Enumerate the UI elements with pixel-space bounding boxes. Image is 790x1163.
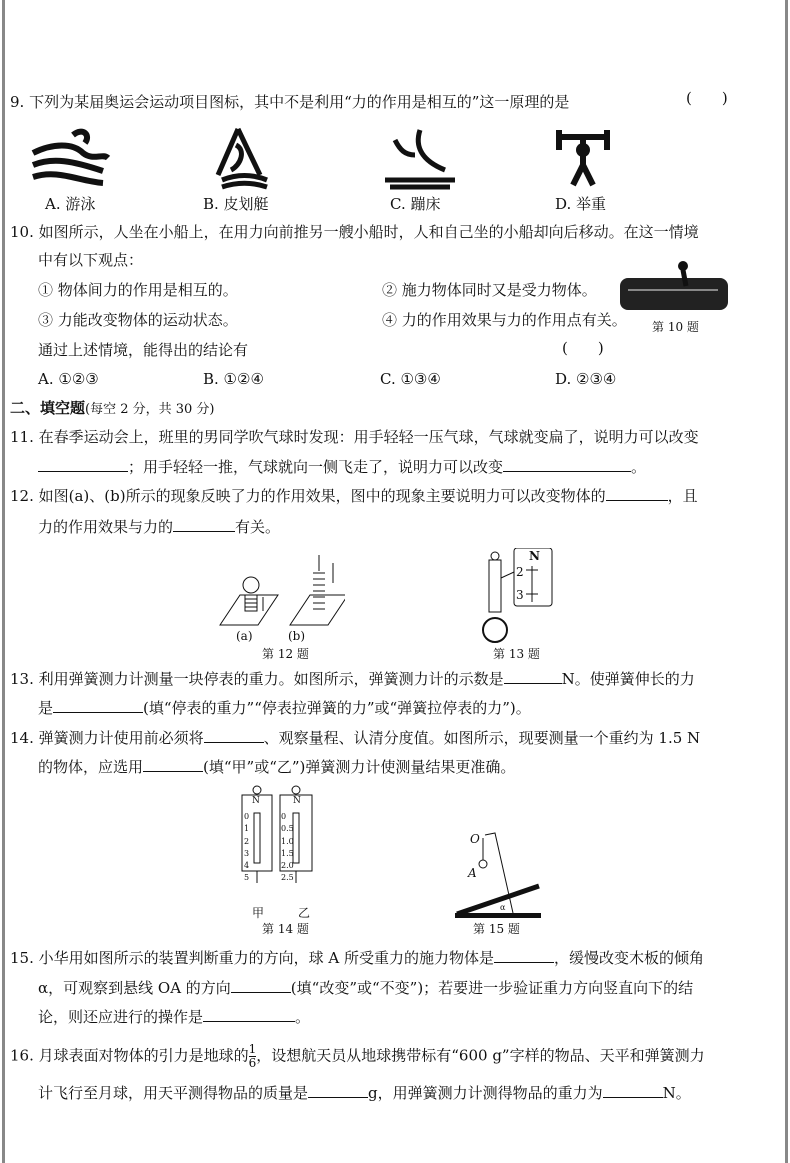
swimming-icon bbox=[28, 125, 118, 190]
yi-tick: 1.5 bbox=[281, 848, 294, 858]
q14-line2-text: 的物体，应选用 bbox=[38, 758, 144, 776]
jia-tick: 1 bbox=[244, 824, 250, 834]
q16-line2-text: 计飞行至月球，用天平测得物品的质量是 bbox=[38, 1084, 309, 1102]
section-note: (每空 2 分，共 30 分) bbox=[85, 402, 215, 417]
fig-15-label-o: O bbox=[470, 832, 480, 846]
q15-line3-end: 。 bbox=[295, 1008, 311, 1026]
q15-line1-end: ，缓慢改变木板的倾角 bbox=[554, 949, 705, 967]
jia-tick: 4 bbox=[244, 861, 250, 871]
q12-line2 bbox=[38, 517, 280, 537]
q15-line1-text: 15. 小华用如图所示的装置判断重力的方向，球 A 所受重力的施力物体是 bbox=[10, 949, 494, 967]
q10-caption: 第 10 题 bbox=[652, 320, 699, 334]
q14-blank-1[interactable] bbox=[204, 728, 264, 743]
q14-line1-text: 14. 弹簧测力计使用前必须将 bbox=[10, 729, 204, 747]
q12-caption: 第 12 题 bbox=[262, 647, 309, 661]
q11-line2-text: ；用手轻轻一推，气球就向一侧飞走了，说明力可以改变 bbox=[128, 458, 504, 476]
q9-text: 9. 下列为某届奥运会运动项目图标，其中不是利用“力的作用是相互的”这一原理的是 bbox=[10, 93, 570, 111]
q13-blank-1[interactable] bbox=[504, 669, 562, 684]
q10-ask: 通过上述情境，能得出的结论有 bbox=[38, 341, 249, 359]
weightlifting-icon bbox=[553, 125, 613, 193]
q15-line3 bbox=[38, 1007, 310, 1027]
q16-line1-text: 16. 月球表面对物体的引力是地球的 bbox=[10, 1046, 249, 1065]
q10-answer-paren: ( ) bbox=[562, 339, 604, 357]
fraction-denominator: 6 bbox=[248, 1056, 257, 1070]
q14-blank-2[interactable] bbox=[143, 757, 203, 772]
q11-line1: 11. 在春季运动会上，班里的男同学吹气球时发现：用手轻轻一压气球，气球就变扁了，说明力可以改变 bbox=[10, 428, 699, 446]
q12-blank-2[interactable] bbox=[173, 517, 235, 532]
canoe-icon bbox=[210, 125, 270, 193]
page-border-right bbox=[785, 0, 788, 1163]
q13-line2-text: 是 bbox=[38, 699, 54, 717]
fig-15-label-alpha: α bbox=[500, 903, 506, 912]
q15-blank-1[interactable] bbox=[494, 948, 554, 963]
q10-option-d: D. ②③④ bbox=[555, 370, 617, 388]
q15-line3-text: 论，则还应进行的操作是 bbox=[38, 1008, 204, 1026]
q13-line1-end: N。使弹簧伸长的力 bbox=[561, 670, 695, 688]
q14-caption: 第 14 题 bbox=[262, 922, 309, 936]
jia-tick: 3 bbox=[244, 848, 250, 858]
fig-13-unit: N bbox=[529, 549, 540, 563]
q16-line1-end: ，设想航天员从地球携带标有“600 g”字样的物品、天平和弹簧测力 bbox=[256, 1046, 705, 1065]
q12-line1-end: ，且 bbox=[667, 487, 698, 505]
q15-caption: 第 15 题 bbox=[473, 922, 520, 936]
q14-line2-end: (填“甲”或“乙”)弹簧测力计使测量结果更准确。 bbox=[203, 758, 516, 776]
fig-13-tick-2: 2 bbox=[516, 565, 524, 579]
fig-14-label-yi: 乙 bbox=[298, 906, 311, 920]
fig-15-label-a: A bbox=[468, 866, 477, 880]
q15-blank-3[interactable] bbox=[203, 1007, 295, 1022]
q11-blank-2[interactable] bbox=[503, 457, 631, 472]
q10-option-c: C. ①③④ bbox=[380, 370, 441, 388]
fig-14-yi-unit: N bbox=[293, 796, 301, 806]
q12-line1-text: 12. 如图(a)、(b)所示的现象反映了力的作用效果，图中的现象主要说明力可以改变物体的 bbox=[10, 487, 606, 505]
yi-tick: 1.0 bbox=[281, 836, 294, 846]
q10-viewpoint-4: ④ 力的作用效果与力的作用点有关。 bbox=[382, 311, 627, 329]
jia-tick: 5 bbox=[244, 873, 250, 883]
q12-blank-1[interactable] bbox=[606, 486, 668, 501]
q9-option-d: D. 举重 bbox=[555, 195, 607, 213]
spring-scale-stopwatch-figure bbox=[470, 548, 555, 643]
fig-14-jia-ticks bbox=[244, 811, 249, 885]
q12-line2-end: 有关。 bbox=[235, 518, 281, 536]
q13-caption: 第 13 题 bbox=[493, 647, 540, 661]
q11-period: 。 bbox=[631, 458, 647, 476]
q10-viewpoint-1: ① 物体间力的作用是相互的。 bbox=[38, 281, 238, 299]
q10-line2: 中有以下观点： bbox=[38, 251, 144, 269]
section-title: 二、填空题 bbox=[10, 399, 86, 417]
fig-14-jia-unit: N bbox=[252, 796, 260, 806]
q15-line2 bbox=[38, 978, 693, 998]
q13-blank-2[interactable] bbox=[53, 698, 143, 713]
q13-line1 bbox=[10, 669, 695, 689]
q13-line1-text: 13. 利用弹簧测力计测量一块停表的重力。如图所示，弹簧测力计的示数是 bbox=[10, 670, 504, 688]
q11-blank-1[interactable] bbox=[38, 457, 128, 472]
q13-line2-end: (填“停表的重力”“停表拉弹簧的力”或“弹簧拉停表的力”)。 bbox=[143, 699, 531, 717]
fig-12-label-a: (a) bbox=[236, 629, 253, 643]
yi-tick: 2.0 bbox=[281, 861, 294, 871]
q12-line2-text: 力的作用效果与力的 bbox=[38, 518, 174, 536]
jia-tick: 2 bbox=[244, 836, 250, 846]
fig-14-yi-ticks bbox=[281, 811, 294, 885]
q15-line2-text: α，可观察到悬线 OA 的方向 bbox=[38, 979, 231, 997]
q10-viewpoint-3: ③ 力能改变物体的运动状态。 bbox=[38, 311, 238, 329]
q10-option-b: B. ①②④ bbox=[203, 370, 264, 388]
q14-line1-end: 、观察量程、认清分度值。如图所示，现要测量一个重约为 1.5 N bbox=[263, 729, 701, 747]
q12-line1 bbox=[10, 486, 698, 506]
section-heading bbox=[10, 398, 215, 420]
q15-line1 bbox=[10, 948, 704, 968]
page-border-left bbox=[2, 0, 5, 1163]
fig-13-tick-3: 3 bbox=[516, 588, 524, 602]
q13-line2 bbox=[38, 698, 531, 718]
q10-option-a: A. ①②③ bbox=[38, 370, 99, 388]
q9-option-a: A. 游泳 bbox=[45, 195, 96, 213]
q15-line2-end: (填“改变”或“不变”)；若要进一步验证重力方向竖直向下的结 bbox=[290, 979, 694, 997]
yi-tick: 0.5 bbox=[281, 824, 294, 834]
boat-figure bbox=[618, 260, 730, 312]
yi-tick: 2.5 bbox=[281, 873, 294, 883]
fig-12-label-b: (b) bbox=[288, 629, 306, 643]
q16-blank-1[interactable] bbox=[308, 1083, 368, 1098]
fig-14-label-jia: 甲 bbox=[252, 906, 265, 920]
fraction-numerator: 1 bbox=[248, 1042, 257, 1056]
q16-line2-mid: g，用弹簧测力计测得物品的重力为 bbox=[368, 1084, 603, 1102]
q9-option-c: C. 蹦床 bbox=[390, 195, 441, 213]
trampoline-icon bbox=[380, 125, 460, 193]
q10-line1: 10. 如图所示，人坐在小船上，在用力向前推另一艘小船时，人和自己坐的小船却向后移动。在这一情境 bbox=[10, 223, 699, 241]
yi-tick: 0 bbox=[281, 812, 287, 821]
q14-line1 bbox=[10, 728, 700, 748]
q15-blank-2[interactable] bbox=[231, 978, 291, 993]
jia-tick: 0 bbox=[244, 812, 250, 821]
q9-option-b: B. 皮划艇 bbox=[203, 195, 269, 213]
q11-line2 bbox=[38, 457, 646, 477]
spring-figure bbox=[215, 553, 345, 633]
q16-line1 bbox=[10, 1043, 705, 1070]
q10-viewpoint-2: ② 施力物体同时又是受力物体。 bbox=[382, 281, 597, 299]
q16-line2 bbox=[38, 1083, 691, 1103]
q14-line2 bbox=[38, 757, 515, 777]
q9-answer-paren: ( ) bbox=[686, 89, 728, 107]
q16-blank-2[interactable] bbox=[603, 1083, 663, 1098]
q16-line2-end: N。 bbox=[662, 1084, 691, 1102]
